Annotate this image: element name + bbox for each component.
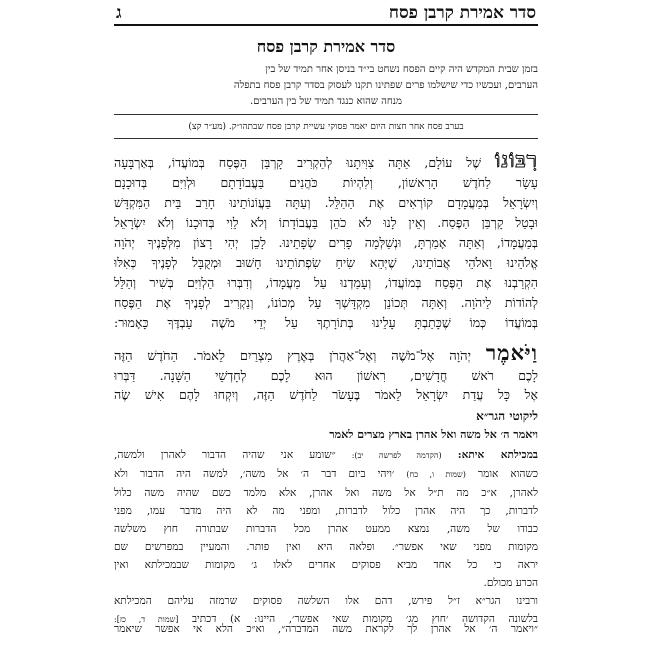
prayer-line: [114, 150, 538, 173]
prayer-line: לְהוֹדוֹת לַיהֹוָה. וְאַתָּה תְּכוֹנֵן מִקְדָּשְׁךָ עַל מְכוֹנוֹ, וְנַקְרִיב לְפָנֶיךָ אֶת הַפֶּסַח: [114, 295, 538, 310]
running-header: [114, 0, 538, 26]
commentary-line: מקומות מפני שאי אפשר״. ופלאה היא ואין פותר. והמעיין במפרשים שם: [114, 541, 538, 553]
commentary-line: כבודו של משה, נמצא ממעט אהרן מכל הדברות שבתורה חוץ משלשה: [114, 523, 538, 535]
instruction-top-rule: [114, 114, 538, 115]
prayer-paragraph: [114, 150, 538, 333]
commentary-line: [114, 446, 538, 465]
verse-opening-word: וַיֹּאמֶר: [485, 343, 538, 365]
prayer-line-text: שֶׁל עוֹלָם, אַתָּה צִוִּיתָנוּ לְהַקְרִיב קָרְבַּן הַפֶּסַח בְּמוֹעֲדוֹ, בְּאַרְבָּעָה: [114, 155, 481, 170]
commentary-text: בלשונה הקדושה ׳חוץ מג׳ מקומות שאי אפשר׳, היינו: א) דכתיב: [191, 613, 538, 625]
intro-line: הערבים, ועכשיו כדי שישלמו פרים שפתינו תקנו לעסוק בסדר קרבן פסח בתפלה: [233, 80, 538, 91]
commentary-line: לדברות, כך היה אהרן כלול לדברות, ומפני מה לא היה מדבר עמו, מפני: [114, 505, 538, 517]
commentary-line: ורבינו הגר״א ז״ל פירש, דהם אלו השלשה פסוקים שרמזה עליהם המכילתא: [114, 595, 538, 607]
prayer-line: וְיִשְׂרָאֵל בְּמַעֲמָדָם קוֹרְאִים אֶת הַהַלֵּל. וְעַתָּה בַּעֲוֹנוֹתֵינוּ חָרַב בֵּית הַמִּקְדָּשׁ: [114, 195, 538, 210]
prayer-line: בְּמוֹעֲדוֹ כְּמוֹ שֶׁכָּתַבְתָּ עָלֵינוּ בְּתוֹרָתֶךָ עַל יְדֵי מֹשֶׁה עַבְדֶּךָ כָּאָמוּר:: [114, 315, 538, 330]
source-reference: (הקדמה לפרשה יב):: [351, 451, 442, 460]
prayer-line: עָשָׂר לַחֹדֶשׁ הָרִאשׁוֹן, וְלִהְיוֹת כֹּהֲנִים בַּעֲבוֹדָתָם וּלְוִיִּם בְּדוּכָנָם: [114, 175, 538, 190]
intro-line: בזמן שבית המקדש היה קיים הפסח נשחט בי״ד בניסן אחר תמיד של בין: [265, 64, 538, 75]
commentary-line: יראה כי כל אחד מביא פסוקים אחרים לאלו ג׳ מקומות שבמכילתא ואין: [114, 559, 538, 571]
intro-line: מנחה שהוא כנגד תמיד של בין הערבים.: [250, 96, 402, 107]
commentary-final-line: ״ויאמר ה׳ אל אהרן לך לקראת משה המדברה״, וא״כ הלא אי אפשר שיאמר: [114, 623, 538, 635]
instruction-bottom-rule: [114, 138, 538, 139]
prayer-line: אֱלֹהֵינוּ וֵאלֹהֵי אֲבוֹתֵינוּ, שֶׁיְּהֵא שִׂיחַ שִׂפְתוֹתֵינוּ חָשׁוּב וּמְקֻבָּל לְפָנֶיךָ כְּאִלּוּ: [114, 255, 538, 270]
verse-line: [114, 343, 538, 366]
verse-line-text: יְהֹוָה אֶל־מֹשֶׁה וְאֶל־אַהֲרֹן בְּאֶרֶץ מִצְרַיִם לֵאמֹר. הַחֹדֶשׁ הַזֶּה: [114, 349, 471, 364]
commentary-text: ״שומע אני שהיה הדבור לאהרן ולמשה,: [114, 449, 336, 461]
prayer-line: הִקְרַבְנוּ אֶת הַפֶּסַח בְּמוֹעֲדוֹ, וְעָמַדְנוּ עַל מַעֲמָדוֹ, וְדִבְּרוּ הַלְוִיִּם בְּשִׁיר וְהַלֵּל: [114, 275, 538, 290]
commentary-lead: במכילתא איתא:: [457, 449, 538, 461]
prayer-line: וּבָטַל קָרְבַּן הַפֶּסַח. וְאֵין לָנוּ לֹא כֹהֵן בַּעֲבוֹדָתוֹ וְלֹא לֵוִי בְּדוּכָנוֹ וְלֹא יִשְׂרָאֵל: [114, 215, 538, 230]
commentary-text: ׳ויהי ביום דבר ה׳ אל משה׳, למשה היה הדבור ולא: [114, 468, 395, 480]
verse-line: אֶל כָּל עֲדַת יִשְׂרָאֵל לֵאמֹר בֶּעָשֹׂר לַחֹדֶשׁ הַזֶּה, וְיִקְחוּ לָהֶם אִישׁ שֶׂה: [114, 387, 538, 402]
commentary-paragraph: [114, 446, 538, 629]
verse-paragraph: [114, 343, 538, 404]
commentary-subheading: ויאמר ה׳ אל משה ואל אהרן בארץ מצרים לאמר: [329, 428, 538, 441]
verse-line: לָכֶם רֹאשׁ חֳדָשִׁים, רִאשׁוֹן הוּא לָכֶם לְחָדְשֵׁי הַשָּׁנָה. דַּבְּרוּ: [114, 368, 538, 383]
intro-paragraph: [114, 62, 538, 110]
commentary-line: לאהרן, א״כ מה ת״ל אל משה ואל אהרן, אלא מלמד כשם שהיה משה כלול: [114, 487, 538, 499]
running-title: סדר אמירת קרבן פסח: [388, 3, 536, 23]
instruction-note: בערב פסח אחר חצות היום יאמר פסוקי עשיית קרבן פסח שבתהו״ק. (מע״ר קצ): [188, 122, 464, 132]
page-number: ג: [116, 3, 122, 23]
source-reference: (שמות ו, כח): [406, 470, 466, 479]
chapter-title: סדר אמירת קרבן פסח: [256, 37, 396, 56]
commentary-line: [114, 465, 538, 484]
header-rule: [114, 24, 538, 26]
commentary-line: הכרע מכולם.: [483, 577, 538, 589]
commentary-heading: ליקוטי הגר״א: [476, 409, 538, 423]
source-reference: [שמות ד, כז]:: [114, 615, 179, 624]
commentary-text: כשהוא אומר: [477, 468, 538, 480]
prayer-opening-word: רִבּוֹנוֹ: [494, 150, 538, 172]
prayer-line: בְּמַעֲמָדוֹ, וְאַתָּה אָמַרְתָּ, וּנְשַׁלְּמָה פָרִים שְׂפָתֵינוּ. לָכֵן יְהִי רָצוֹן מִלְּפָנֶיךָ יְהֹוָה: [114, 235, 538, 250]
